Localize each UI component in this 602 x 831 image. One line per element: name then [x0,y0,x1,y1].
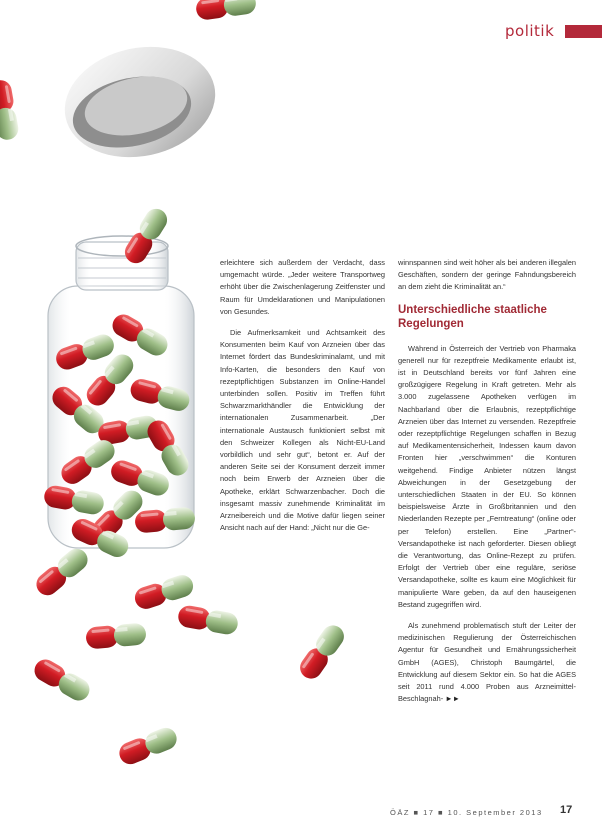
paragraph [398,620,576,705]
bottle-cap [54,33,225,170]
paragraph: Während in Österreich der Vertrieb von Pharmaka generell nur für rezeptfreie Medikamente erlaubt ist, ist in Deutschland bereits vor fünf Jahren eine großzügigere Regelung in Kraft getreten. Mehr als 3.000 zugelassene Apotheken verfügen im Nachbarland über die Erlaubnis, rezeptpflichtige Arzneien über das Internet zu versenden. Rezeptfreie oder rezeptpflichtige Regelungen schaffen in Bezug auf Medikamentensicherheit, Indessen kaum davon Fronten hier „verschwimmen“ die Konturen weitgehend. Findige Anbieter nützen längst Abweichungen in der Gesetzgebung der unterschiedlichen Staaten in der EU. So können beispielsweise Ärzte in Großbritannien und den Niederlanden Rezepte per „Ferntreatung“ (online oder per Telefon) erstellen. Eine „Partner“-Versandapotheke ist nach geforderter. Diesen obliegt die Verantwortung, das Online-Rezept zu prüfen. Erfolgt der Vertrieb über eine reguläre, seriöse Versandapotheke, sollte es kaum eine Möglichkeit für manipulierte Ware geben, da auf den hauseigenen Bestand zugegriffen wird. [398,343,576,609]
paragraph: winnspannen sind weit höher als bei anderen illegalen Geschäften, sondern der geringe Fahndungsbereich an dem zieht die Kriminalität an.“ [398,258,576,292]
section-color-box [565,25,602,38]
paragraph: erleichtere sich außerdem der Verdacht, dass umgemacht würde. „Jeder weitere Transportweg erhöht über die Zwischenlagerung Zeitfenster und Raum für Umdeklarationen und Manipulationen von Gesundes. [220,258,385,316]
article-column-2 [398,257,576,715]
page-number: 17 [560,804,573,816]
subheading: Unterschiedliche staatliche Regelungen [398,303,547,330]
issue-line: ÖÄZ ■ 17 ■ 10. September 2013 [390,808,543,817]
article-column-1 [220,257,385,543]
paragraph-text: Als zunehmend problematisch stuft der Leiter der medizinischen Regulierung der Österreichischen Agentur für Gesundheit und Ernährungssicherheit GmbH (AGES), Christoph Baumgärtel, die Entwicklung auf diesem Sektor ein. So hat die AGES seit 2011 rund 4.000 Proben aus Arzneimittel-Beschlagnah- [398,621,576,704]
section-label: politik [505,22,555,40]
continue-arrow-icon: ►► [445,694,460,704]
paragraph: Die Aufmerksamkeit und Achtsamkeit des Konsumenten beim Kauf von Arzneien über das Internet fördert das Bundeskriminalamt, und mit Info-Karten, die besonders den Kauf von rezeptpflichtigen Substanzen im Online-Handel unterbinden sollen. Positiv im Treffen führt Schwarzmarkthändler die Entwicklung der internationalen Zusammenarbeit. „Der internationale Austausch funktioniert selbst mit den Schweizer Kollegen als Nicht-EU-Land vorbildlich und sehr gut“, betont er. Auf der anderen Seite sei der Konsument derzeit immer noch beim Erwerb der Arzneien über die Apotheke, erklärt Schwarzenbacher. Doch die insgesamt massiv zunehmende Kriminalität im Arzneibereich und die Motive dafür liegen seiner Ansicht nach auf der Hand: „Nicht nur die Ge- [220,328,385,533]
